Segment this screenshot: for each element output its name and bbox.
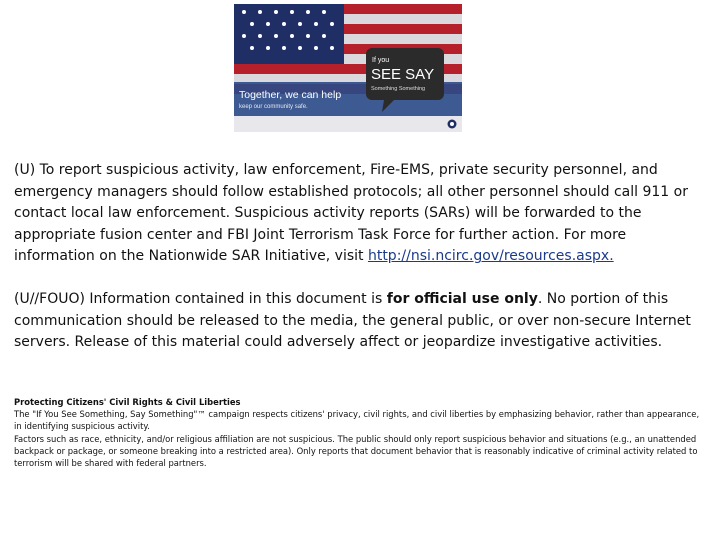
civil-rights-section: [14, 396, 706, 469]
reporting-text: (U) To report suspicious activity, law enforcement, Fire-EMS, private security personnel, and emergency managers should follow established protocols; all other personnel should call 911 or contact local law enforcement. Suspicious activity reports (SARs) will be forwarded to the appropriate fusion center and FBI Joint Terrorism Task Force for further action. For more information on the Nationwide SAR Initiative, visit: [14, 162, 688, 265]
callout-small-text: If you: [372, 57, 390, 64]
fouo-paragraph: [14, 289, 704, 354]
banner-tagline: Together, we can help: [239, 89, 342, 101]
banner-tagline-sub: keep our community safe.: [239, 104, 308, 110]
civil-rights-heading: Protecting Citizens' Civil Rights & Civil Liberties: [14, 397, 241, 407]
nsi-resources-link[interactable]: http://nsi.ncirc.gov/resources.aspx.: [367, 248, 614, 265]
reporting-paragraph: [14, 160, 704, 268]
fouo-emphasis: for official use only: [386, 291, 538, 307]
campaign-banner-image: [234, 4, 462, 132]
fouo-prefix: (U//FOUO) Information contained in this document is: [14, 291, 387, 307]
callout-large-text: SEE SAY: [371, 66, 435, 83]
flag-banner-graphic: [234, 4, 462, 132]
civil-rights-line-1: The "If You See Something, Say Something"™ campaign respects citizens' privacy, civil rights, and civil liberties by emphasizing behavior, rather than appearance, in identifying suspicious activity.: [14, 409, 700, 432]
fouo-suffix: . No portion of this communication should be released to the media, the general public, or over non-secure Internet servers. Release of this material could adversely affect or jeopardize investigative activities.: [14, 291, 691, 351]
callout-sub-text: Something Something: [371, 86, 426, 92]
civil-rights-line-2: Factors such as race, ethnicity, and/or religious affiliation are not suspicious. The public should only report suspicious behavior and situations (e.g., an unattended backpack or package, or someone breaking into a restricted area). Only reports that document behavior that is reasonably indicative of criminal activity related to terrorism will be shared with federal partners.: [14, 433, 698, 469]
